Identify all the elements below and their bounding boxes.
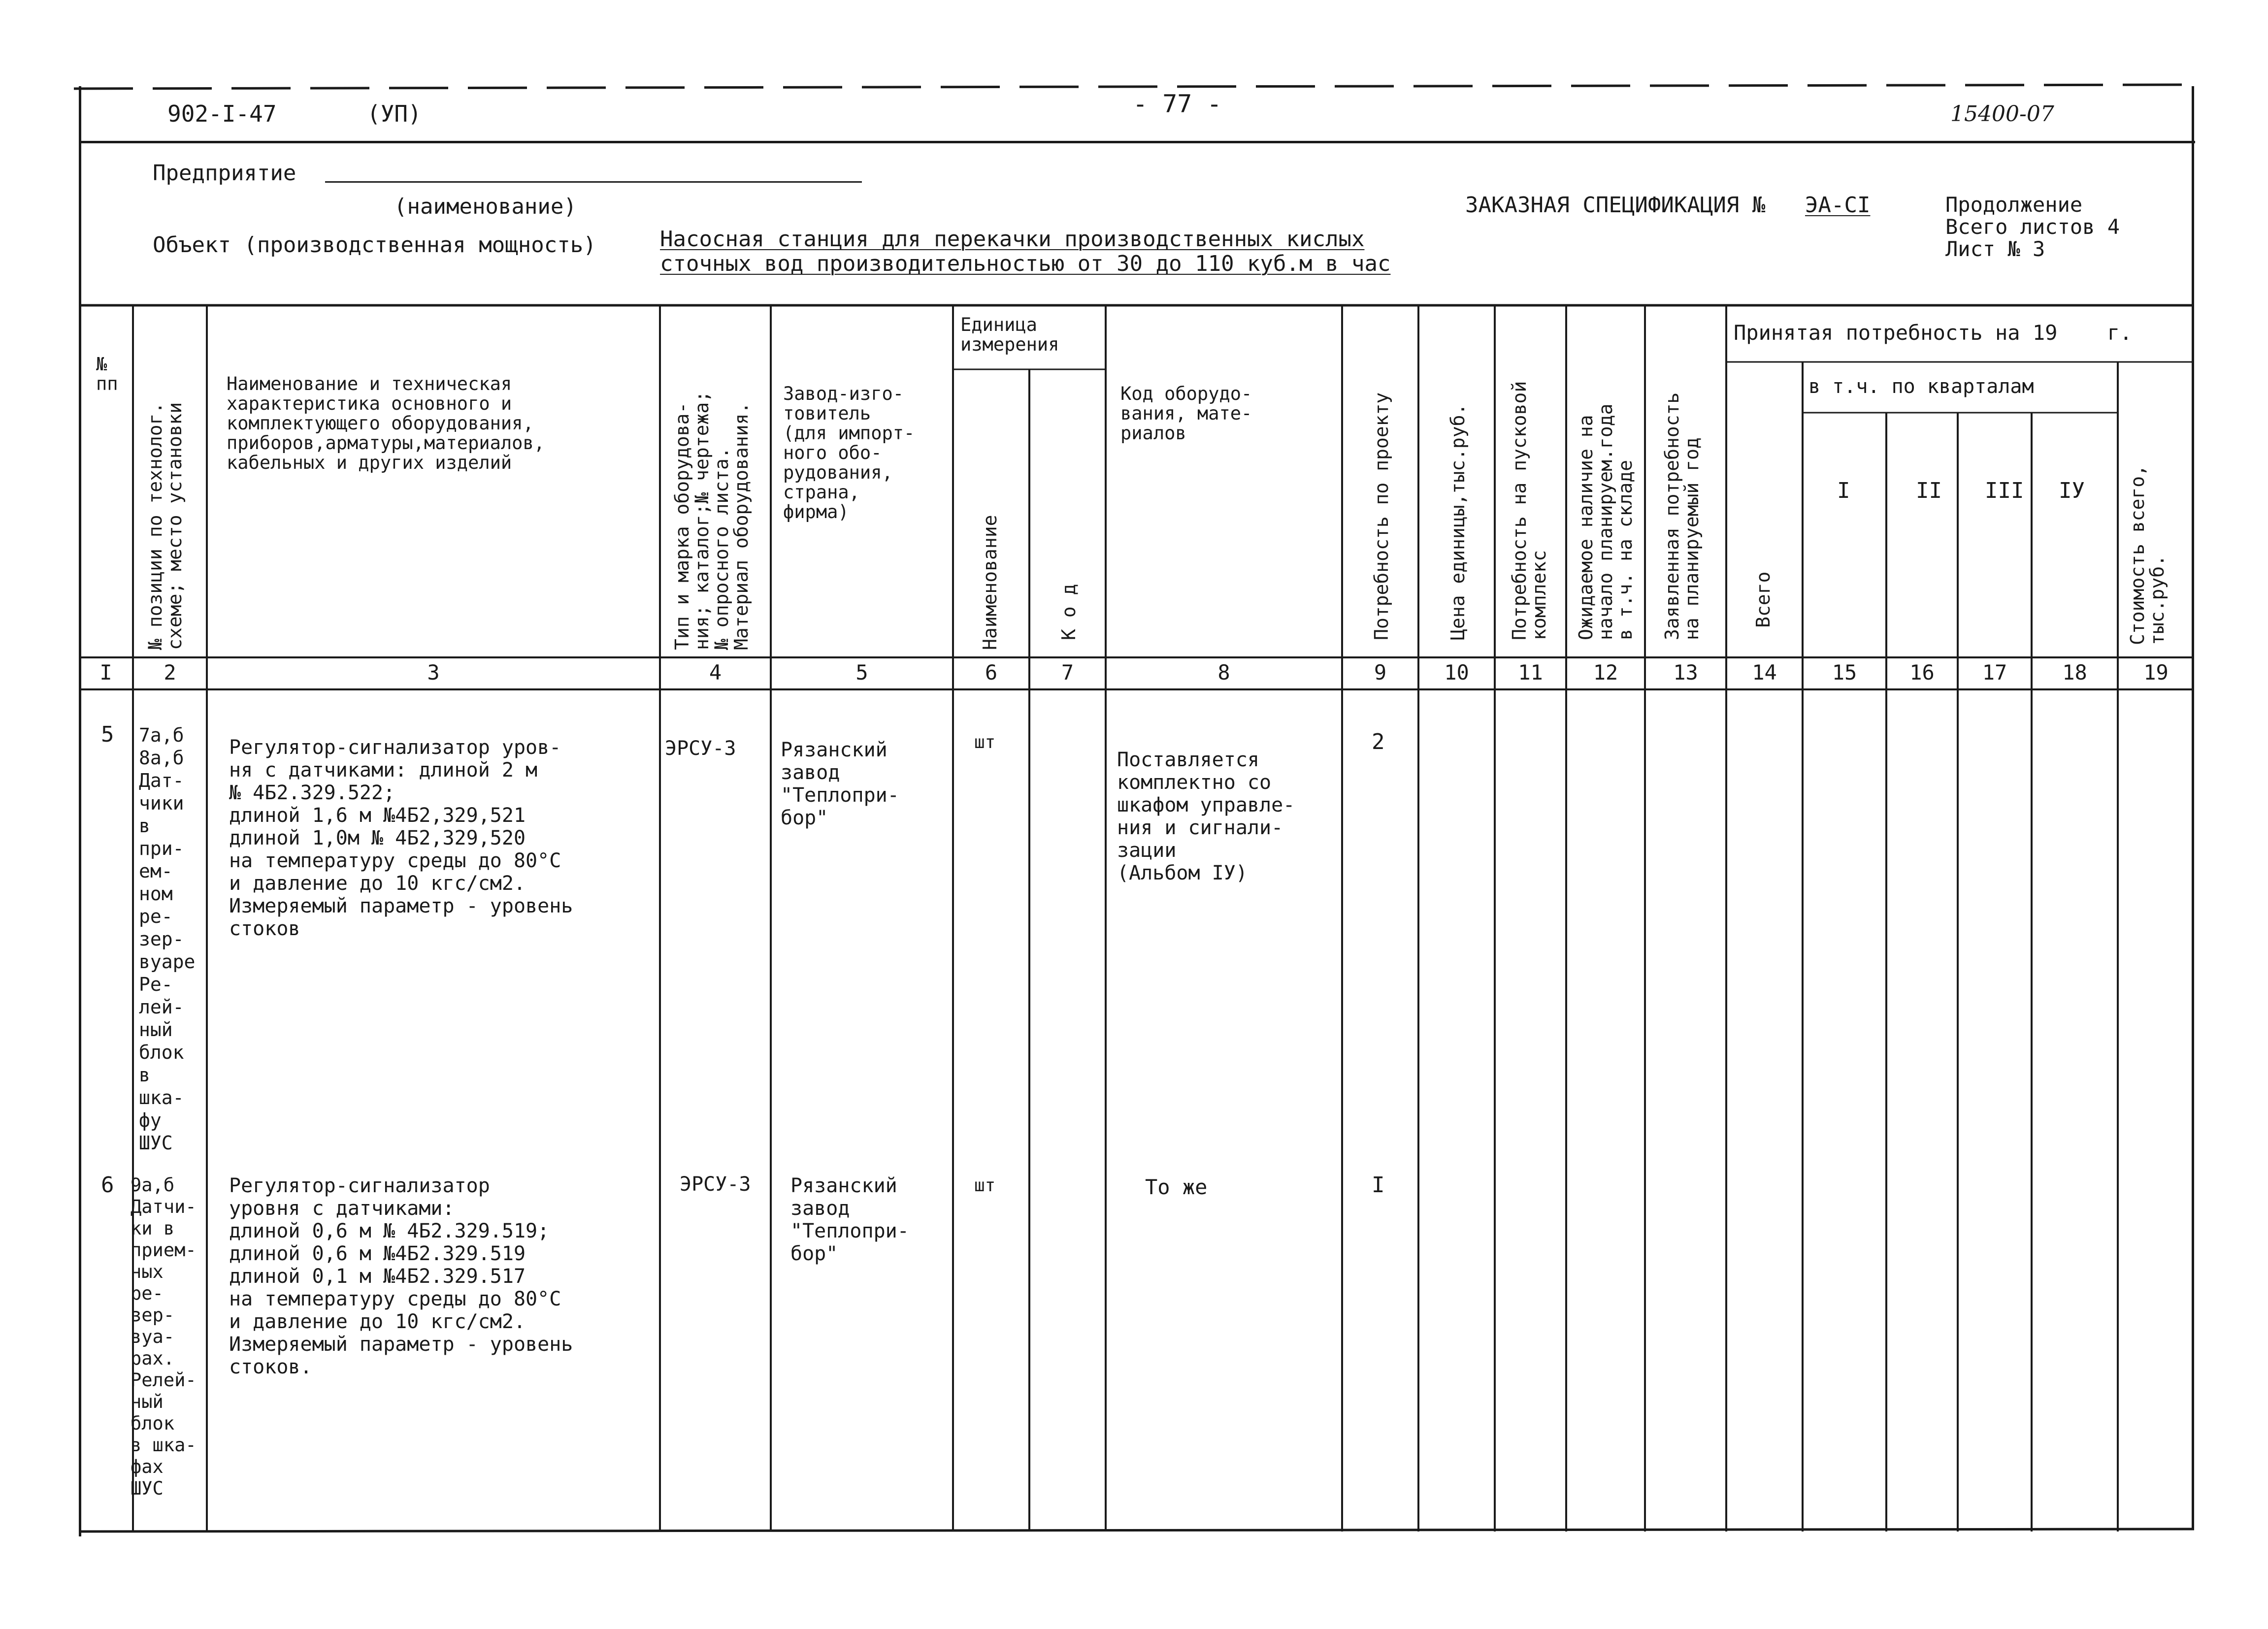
col-header-19: Стоимость всего, тыс.руб.	[2127, 464, 2168, 645]
col-number-10: 10	[1444, 660, 1469, 684]
row-code: То же	[1145, 1175, 1208, 1199]
col-number-11: 11	[1518, 660, 1543, 684]
col-header-2: № позиции по технолог. схеме; место установки	[144, 402, 186, 650]
col-number-8: 8	[1217, 660, 1230, 684]
col-header-14: Всего	[1752, 571, 1774, 628]
row-name: Регулятор-сигнализатор уров- ня с датчиками: длиной 2 м № 4Б2.329.522; длиной 1,6 м №4Б2,329,521 длиной 1,0м № 4Б2,329,520 на температуру среды до 80°С и давление до 10 кгс/см2. Измеряемый параметр - уровень стоков	[229, 736, 573, 940]
row-unit: шт	[974, 1175, 996, 1196]
row-position: 9а,б Датчи- ки в прием- ных ре- зер- вуа- рах. Релей- ный блок в шка- фах ШУС	[131, 1174, 197, 1499]
col-number-13: 13	[1673, 660, 1698, 684]
document-code: 902-I-47	[167, 100, 277, 127]
col-header-accepted-group: Принятая потребность на 19 г.	[1734, 321, 2133, 345]
col-number-7: 7	[1061, 660, 1074, 684]
col-number-14: 14	[1752, 660, 1777, 684]
object-line-2: сточных вод производительностью от 30 до 110 куб.м в час	[660, 251, 1391, 276]
col-number-5: 5	[855, 660, 868, 684]
col-number-17: 17	[1982, 660, 2007, 684]
row-number: 5	[101, 722, 114, 747]
col-number-6: 6	[985, 660, 998, 684]
row-quantity: 2	[1372, 729, 1385, 754]
col-number-18: 18	[2062, 660, 2087, 684]
col-number-16: 16	[1909, 660, 1935, 684]
row-maker: Рязанский завод "Теплопри- бор"	[781, 739, 899, 829]
continuation-label: Продолжение	[1945, 193, 2083, 217]
col-number-4: 4	[709, 660, 722, 684]
spec-number: ЭА-CI	[1805, 193, 1871, 218]
col-header-7: К о д	[1058, 584, 1080, 640]
col-number-2: 2	[164, 660, 176, 684]
col-header-12: Ожидаемое наличие на начало планируем.года в т.ч. на складе	[1575, 403, 1636, 640]
col-header-quarters-group: в т.ч. по кварталам	[1808, 375, 2034, 398]
col-header-8: Код оборудо- вания, мате- риалов	[1120, 383, 1252, 444]
col-header-unit-group: Единица измерения	[960, 314, 1059, 355]
row-unit: шт	[974, 732, 996, 752]
col-header-13: Заявленная потребность на планируемый год	[1661, 392, 1703, 640]
row-type: ЭРСУ-3	[680, 1173, 751, 1196]
row-type: ЭРСУ-3	[665, 737, 736, 760]
object-line-1: Насосная станция для перекачки производственных кислых	[660, 227, 1365, 252]
col-number-19: 19	[2143, 660, 2169, 684]
spec-title: ЗАКАЗНАЯ СПЕЦИФИКАЦИЯ №	[1465, 193, 1766, 218]
enterprise-label: Предприятие	[153, 161, 296, 186]
col-number-12: 12	[1593, 660, 1618, 684]
album-number: (УП)	[367, 100, 422, 127]
row-code: Поставляется комплектно со шкафом управле- ния и сигнали- зации (Альбом IУ)	[1117, 749, 1295, 884]
col-header-6: Наименование	[979, 515, 1001, 650]
col-header-3: Наименование и техническая характеристика основного и комплектующего оборудования, приборов,арматуры,материалов, кабельных и других изделий	[227, 373, 545, 473]
name-caption: (наименование)	[394, 194, 577, 219]
col-header-9: Потребность по проекту	[1371, 392, 1392, 640]
page-number: - 77 -	[1133, 90, 1222, 118]
col-header-11: Потребность на пусковой комплекс	[1509, 381, 1550, 640]
col-header-10: Цена единицы,тыс.руб.	[1447, 403, 1469, 640]
col-header-q1: I	[1837, 478, 1850, 503]
row-number: 6	[101, 1173, 114, 1198]
col-header-q3: III	[1985, 478, 2024, 503]
archive-number: 15400-07	[1950, 101, 2054, 127]
col-number-3: 3	[427, 660, 440, 684]
col-number-1: I	[99, 660, 112, 684]
row-position: 7а,б 8а,б Дат- чики в при- ем- ном ре- зер- вуаре Ре- лей- ный блок в шка- фу ШУС	[139, 724, 196, 1154]
col-header-q2: II	[1916, 478, 1942, 503]
col-header-4: Тип и марка оборудова- ния; каталог;№ чертежа; № опросного листа. Материал оборудования.	[671, 391, 752, 650]
sheets-total: Всего листов 4	[1945, 215, 2120, 239]
col-header-5: Завод-изго- товитель (для импорт- ного обо- рудования, страна, фирма)	[783, 383, 915, 522]
col-number-15: 15	[1832, 660, 1857, 684]
row-name: Регулятор-сигнализатор уровня с датчиками: длиной 0,6 м № 4Б2.329.519; длиной 0,6 м №4Б2.329.519 длиной 0,1 м №4Б2.329.517 на температуру среды до 80°С и давление до 10 кгс/см2. Измеряемый параметр - уровень стоков.	[229, 1174, 573, 1378]
row-quantity: I	[1372, 1173, 1385, 1198]
row-maker: Рязанский завод "Теплопри- бор"	[790, 1174, 909, 1265]
col-header-1: № пп	[96, 354, 118, 394]
object-label: Объект (производственная мощность)	[153, 232, 596, 258]
sheet-number: Лист № 3	[1945, 237, 2045, 261]
col-number-9: 9	[1374, 660, 1387, 684]
col-header-q4: IУ	[2059, 478, 2085, 503]
